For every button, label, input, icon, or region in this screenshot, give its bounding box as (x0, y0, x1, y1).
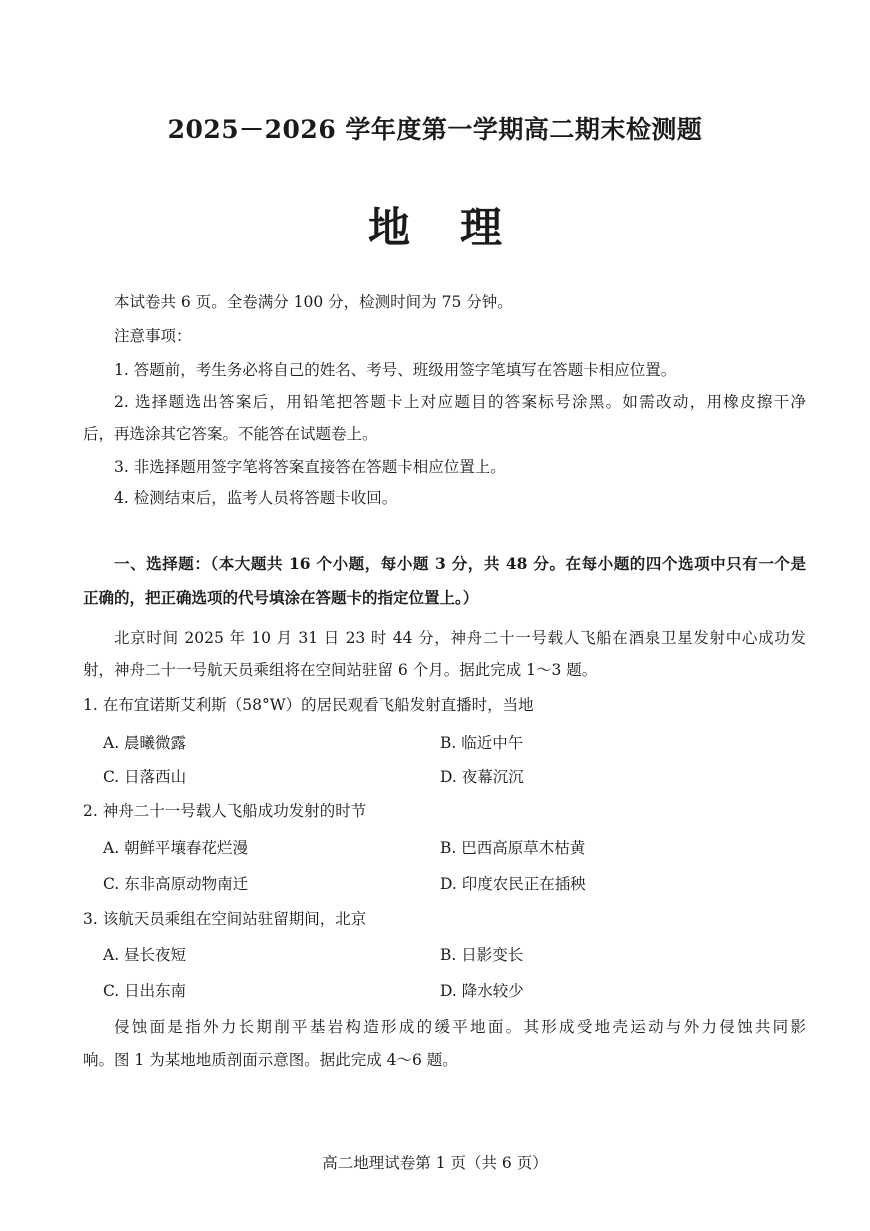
question-3-option-b: B. 日影变长 (440, 946, 524, 964)
question-3-option-a: A. 昼长夜短 (103, 946, 187, 964)
page-footer: 高二地理试卷第 1 页（共 6 页） (322, 1154, 548, 1172)
question-2-stem: 2. 神舟二十一号载人飞船成功发射的时节 (83, 802, 367, 820)
question-1-option-a: A. 晨曦微露 (103, 734, 187, 752)
notice-item-2-line-1: 2. 选择题选出答案后，用铅笔把答题卡上对应题目的答案标号涂黑。如需改动，用橡皮擦干净 (114, 393, 806, 411)
notice-item-3: 3. 非选择题用签字笔将答案直接答在答题卡相应位置上。 (114, 458, 506, 476)
question-3-stem: 3. 该航天员乘组在空间站驻留期间，北京 (83, 910, 367, 928)
question-2-option-d: D. 印度农民正在插秧 (440, 875, 586, 893)
passage-2-line-2: 响。图 1 为某地地质剖面示意图。据此完成 4～6 题。 (83, 1051, 458, 1069)
passage-1-line-2: 射，神舟二十一号航天员乘组将在空间站驻留 6 个月。据此完成 1～3 题。 (83, 661, 598, 679)
notice-heading: 注意事项： (114, 327, 192, 345)
question-1-option-b: B. 临近中午 (440, 734, 524, 752)
exam-title: 2025－2026 学年度第一学期高二期末检测题 (167, 115, 703, 144)
question-3-option-c: C. 日出东南 (103, 982, 187, 1000)
question-2-option-a: A. 朝鲜平壤春花烂漫 (103, 839, 249, 857)
question-1-option-c: C. 日落西山 (103, 768, 187, 786)
exam-summary: 本试卷共 6 页。全卷满分 100 分，检测时间为 75 分钟。 (114, 293, 513, 311)
notice-item-4: 4. 检测结束后，监考人员将答题卡收回。 (114, 489, 398, 507)
question-3-option-d: D. 降水较少 (440, 982, 524, 1000)
passage-2-line-1: 侵蚀面是指外力长期削平基岩构造形成的缓平地面。其形成受地壳运动与外力侵蚀共同影 (114, 1018, 806, 1036)
notice-item-1: 1. 答题前，考生务必将自己的姓名、考号、班级用签字笔填写在答题卡相应位置。 (114, 361, 677, 379)
question-2-option-b: B. 巴西高原草木枯黄 (440, 839, 586, 857)
section-heading-line-1: 一、选择题：（本大题共 16 个小题，每小题 3 分，共 48 分。在每小题的四个选项中只有一个是 (114, 554, 806, 573)
question-1-option-d: D. 夜幕沉沉 (440, 768, 524, 786)
notice-item-2-line-2: 后，再选涂其它答案。不能答在试题卷上。 (83, 425, 378, 443)
question-1-stem: 1. 在布宜诺斯艾利斯（58°W）的居民观看飞船发射直播时，当地 (83, 696, 534, 714)
subject-title: 地理 (367, 203, 552, 252)
section-heading-line-2: 正确的，把正确选项的代号填涂在答题卡的指定位置上。） (83, 588, 479, 607)
passage-1-line-1: 北京时间 2025 年 10 月 31 日 23 时 44 分，神舟二十一号载人飞船在酒泉卫星发射中心成功发 (114, 629, 806, 647)
question-2-option-c: C. 东非高原动物南迁 (103, 875, 249, 893)
